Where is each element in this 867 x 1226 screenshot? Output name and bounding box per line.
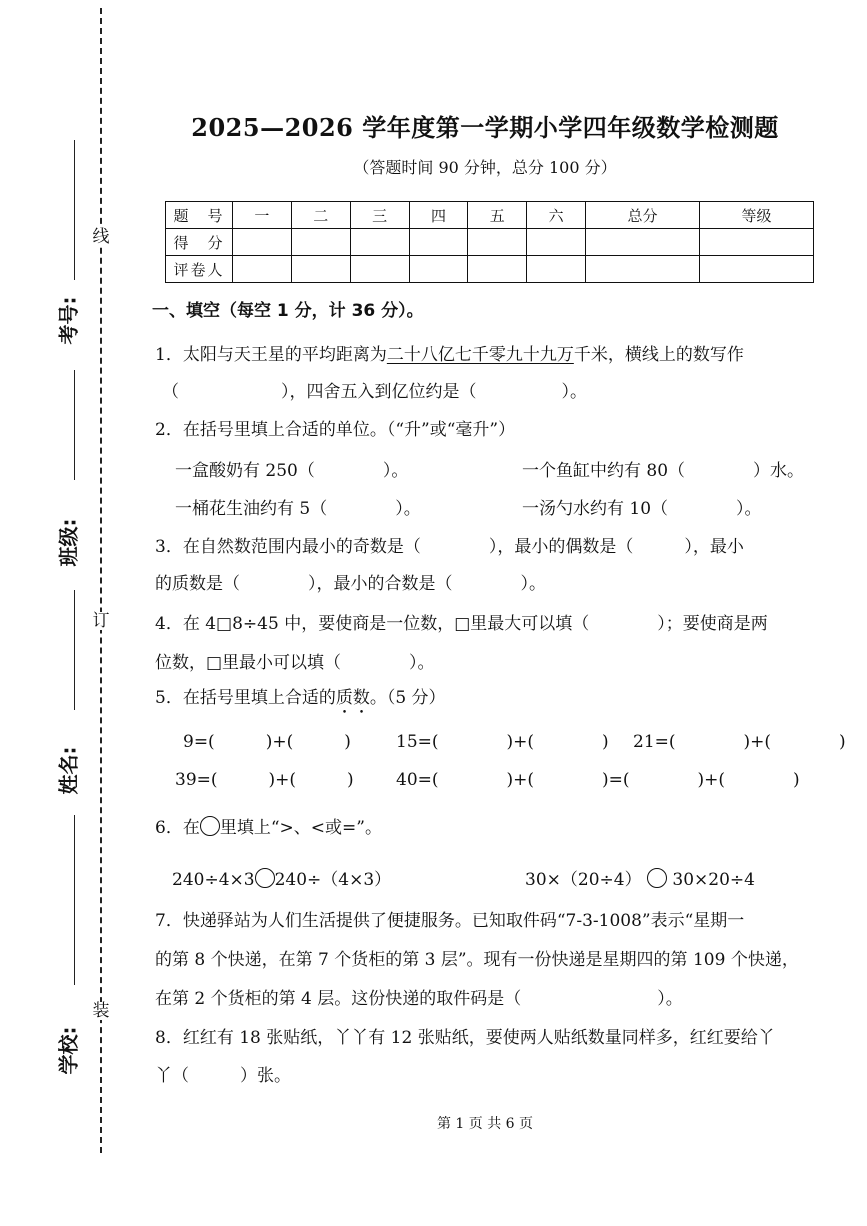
score-cell[interactable]: [233, 229, 292, 256]
score-row-label: 得 分: [166, 229, 233, 256]
question-7-line-1: 7．快递驿站为人们生活提供了便捷服务。已知取件码“7-3-1008”表示“星期一: [155, 911, 745, 931]
grader-cell[interactable]: [700, 256, 814, 283]
q6-item2-right: 30×20÷4: [672, 870, 755, 890]
q6-text-a: 6．在: [155, 818, 200, 838]
question-2: 2．在括号里填上合适的单位。（“升”或“毫升”）: [155, 420, 516, 440]
q1-underlined-number: 二十八亿七千零九十九万: [386, 345, 574, 365]
score-cell[interactable]: [409, 229, 468, 256]
question-1-line-2[interactable]: （ ），四舍五入到亿位约是（ ）。: [162, 382, 587, 402]
column-header: 六: [527, 202, 586, 229]
question-5-item-2[interactable]: 15=( )+( ): [396, 732, 609, 752]
section-heading: 一、填空（每空 1 分，计 36 分）。: [152, 301, 424, 321]
header-label: 题 号: [166, 202, 233, 229]
page-subtitle: （答题时间 90 分钟，总分 100 分）: [353, 158, 617, 177]
question-4-line-2[interactable]: 位数，□里最小可以填（ ）。: [155, 653, 435, 673]
q1-text-b: 千米，横线上的数写作: [573, 345, 744, 365]
grader-row-label: 评卷人: [166, 256, 233, 283]
question-3-line-2[interactable]: 的质数是（ ），最小的合数是（ ）。: [155, 574, 546, 594]
exam-number-line[interactable]: [74, 140, 75, 280]
question-2-item-4[interactable]: 一汤勺水约有 10（ ）。: [522, 499, 762, 519]
question-2-item-2[interactable]: 一个鱼缸中约有 80（ ）水。: [522, 461, 805, 481]
q6-item1-right: 240÷（4×3）: [274, 870, 392, 890]
question-2-item-3[interactable]: 一桶花生油约有 5（ ）。: [175, 499, 421, 519]
column-header: 二: [291, 202, 350, 229]
score-cell[interactable]: [350, 229, 409, 256]
score-cell[interactable]: [291, 229, 350, 256]
question-1-line-1: [155, 340, 744, 365]
question-5: [155, 683, 446, 718]
name-label: 姓名:: [56, 746, 81, 794]
question-5-item-3[interactable]: 21=( )+( ): [633, 732, 846, 752]
class-line[interactable]: [74, 370, 75, 480]
column-header: 五: [468, 202, 527, 229]
column-header: 总分: [586, 202, 700, 229]
q6-item1-left: 240÷4×3: [172, 870, 255, 890]
question-6-item-1: [172, 865, 391, 890]
q5-text-b: 。（5 分）: [369, 688, 446, 708]
score-table-header-row: [166, 202, 814, 229]
column-header: 等级: [700, 202, 814, 229]
column-header: 四: [409, 202, 468, 229]
score-cell[interactable]: [527, 229, 586, 256]
q6-text-b: 里填上“>、<或=”。: [219, 818, 382, 838]
question-6: [155, 813, 382, 838]
score-cell[interactable]: [468, 229, 527, 256]
score-row: [166, 229, 814, 256]
question-5-item-5[interactable]: 40=( )+( )=( )+( ): [396, 770, 800, 790]
margin-mark-xian: 线: [92, 227, 110, 247]
grader-cell[interactable]: [233, 256, 292, 283]
question-2-item-1[interactable]: 一盒酸奶有 250（ ）。: [175, 461, 409, 481]
score-cell[interactable]: [700, 229, 814, 256]
question-8-line-1: 8．红红有 18 张贴纸，丫丫有 12 张贴纸，要使两人贴纸数量同样多，红红要给丫: [155, 1028, 775, 1048]
question-5-item-4[interactable]: 39=( )+( ): [175, 770, 354, 790]
circle-icon: [200, 816, 220, 836]
score-table: [165, 201, 814, 283]
question-7-line-2: 的第 8 个快递，在第 7 个货柜的第 3 层”。现有一份快递是星期四的第 109 个快递，: [155, 950, 799, 970]
question-5-item-1[interactable]: 9=( )+( ): [183, 732, 351, 752]
grader-row: [166, 256, 814, 283]
grader-cell[interactable]: [409, 256, 468, 283]
exam-number-label: 考号:: [56, 296, 81, 344]
margin-mark-ding: 订: [92, 611, 110, 631]
q5-emphasis-word: 质数: [335, 688, 370, 708]
q6-item2-left: 30×（20÷4）: [525, 870, 642, 890]
binding-dashed-line: [100, 8, 102, 1153]
question-4-line-1[interactable]: 4．在 4□8÷45 中，要使商是一位数，□里最大可以填（ ）；要使商是两: [155, 614, 768, 634]
question-3-line-1[interactable]: 3．在自然数范围内最小的奇数是（ ），最小的偶数是（ ），最小: [155, 537, 744, 557]
compare-circle-icon[interactable]: [647, 868, 667, 888]
page-footer: 第 1 页 共 6 页: [436, 1116, 534, 1132]
grader-cell[interactable]: [527, 256, 586, 283]
compare-circle-icon[interactable]: [255, 868, 275, 888]
school-line[interactable]: [74, 815, 75, 985]
page-title: 2025—2026 学年度第一学期小学四年级数学检测题: [191, 113, 779, 142]
name-line[interactable]: [74, 590, 75, 710]
class-label: 班级:: [56, 518, 81, 566]
question-7-line-3[interactable]: 在第 2 个货柜的第 4 层。这份快递的取件码是（ ）。: [155, 989, 683, 1009]
grader-cell[interactable]: [468, 256, 527, 283]
grader-cell[interactable]: [586, 256, 700, 283]
question-8-line-2[interactable]: 丫（ ）张。: [155, 1066, 291, 1086]
score-cell[interactable]: [586, 229, 700, 256]
column-header: 三: [350, 202, 409, 229]
column-header: 一: [233, 202, 292, 229]
margin-mark-zhuang: 装: [92, 1001, 110, 1021]
question-6-item-2: [525, 865, 755, 890]
q1-text-a: 1．太阳与天王星的平均距离为: [155, 345, 387, 365]
grader-cell[interactable]: [350, 256, 409, 283]
grader-cell[interactable]: [291, 256, 350, 283]
q5-text-a: 5．在括号里填上合适的: [155, 688, 336, 708]
school-label: 学校:: [56, 1026, 81, 1074]
